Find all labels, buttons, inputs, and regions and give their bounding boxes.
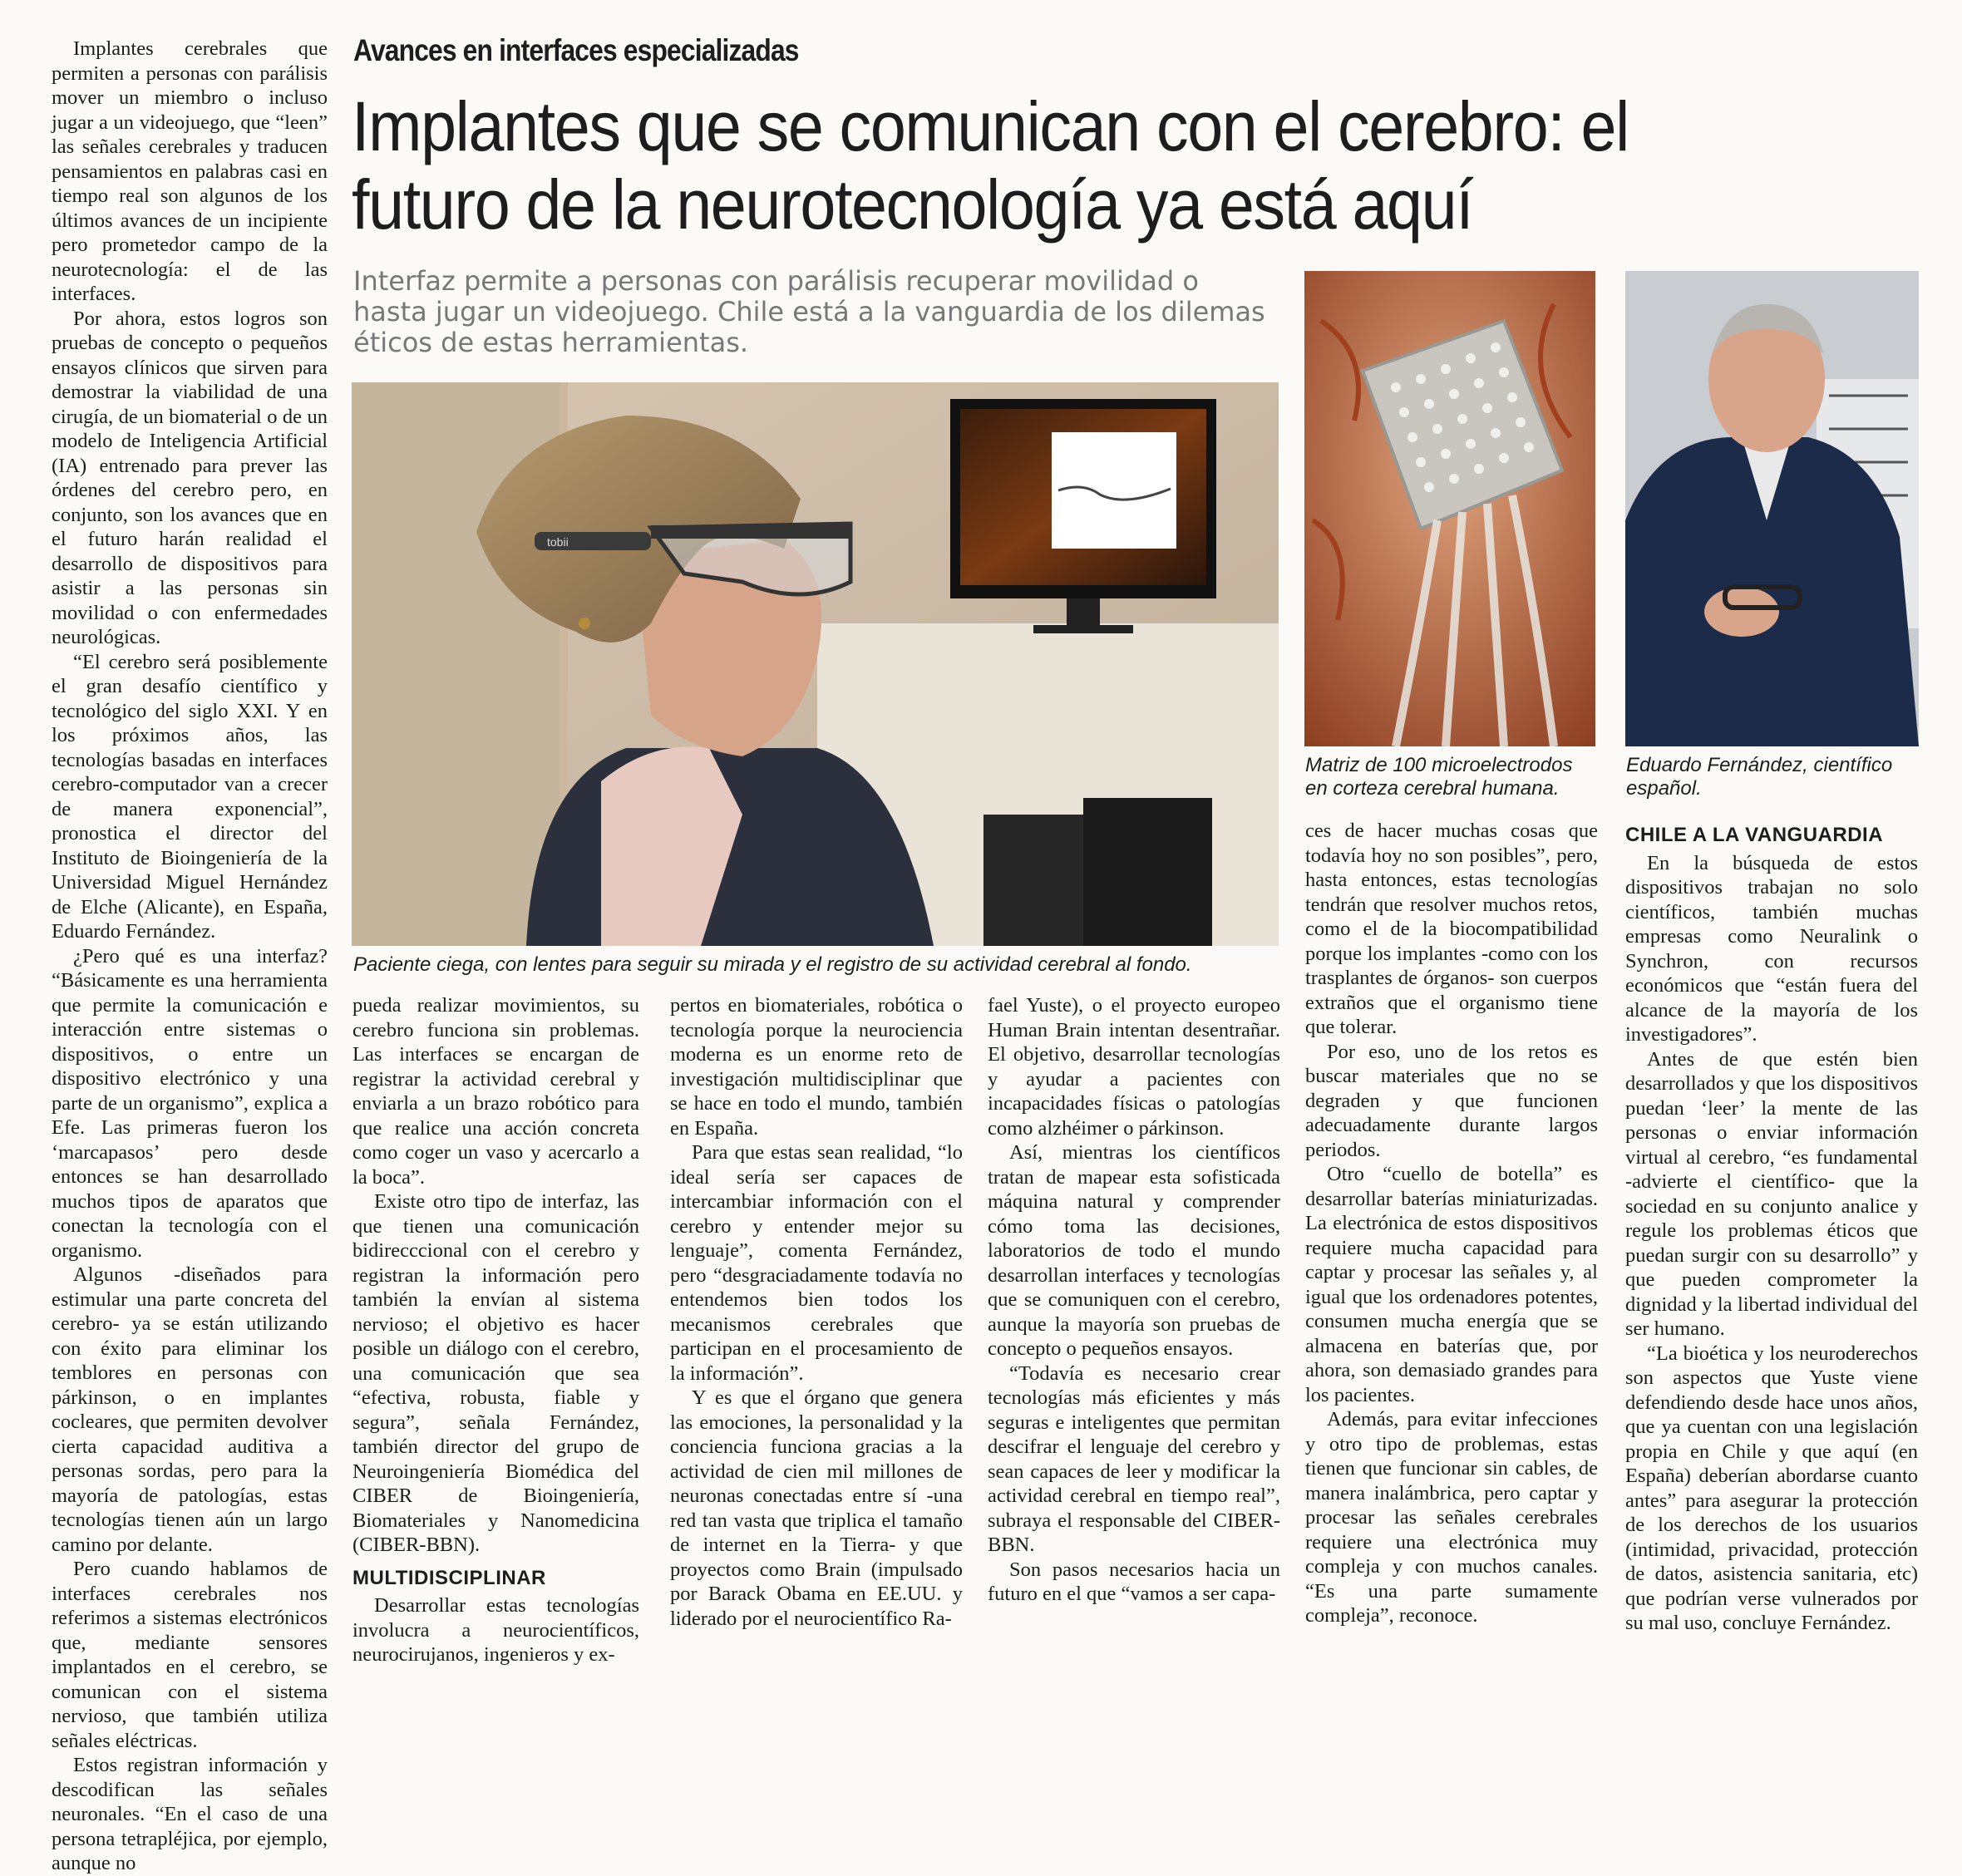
patient-illustration (352, 382, 1279, 946)
article-headline: Implantes que se comunican con el cerebro: el futuro de la neurotecnología ya está aquí (352, 87, 1629, 244)
main-photo-caption: Paciente ciega, con lentes para seguir su mirada y el registro de su actividad cerebral al fondo. (353, 953, 1192, 976)
electrode-array-photo (1304, 271, 1595, 746)
paragraph: Implantes cerebrales que permiten a personas con parálisis mover un miembro o incluso jugar a un videojuego, que “leen” las señales cerebrales y traducen pensamientos en palabras casi en tiempo real son algunos de los últimos avances de un incipiente pero prometedor campo de la neurotecnología: el de las interfaces. (52, 37, 328, 305)
paragraph: Existe otro tipo de interfaz, las que tienen una comunicación bidirecccional con el cerebro y registran la información pero también la envían al sistema nervioso; el objetivo es hacer posible un diálogo con el cerebro, una comunicación que sea “efectiva, robusta, fiable y segura”, señala Fernández, también director del grupo de Neuroingeniería Biomédica del CIBER de Bioingeniería, Biomateriales y Nanomedicina (CIBER-BBN). (352, 1190, 639, 1556)
portrait-illustration (1625, 271, 1919, 746)
paragraph: ¿Pero qué es una interfaz? “Básicamente es una herramienta que permite la comunicación e interacción entre sistemas o dispositivos, o entre un dispositivo electrónico y una parte de un organismo”, explica a Efe. Las primeras fueron los ‘marcapasos’ pero desde entonces se han desarrollado muchos tipos de aparatos que conectan la tecnología con el organismo. (52, 944, 328, 1262)
article-deck: Interfaz permite a personas con parálisis recuperar movilidad o hasta jugar un videojuego. Chile está a la vanguardia de los dilemas éticos de estas herramientas. (353, 265, 1265, 358)
paragraph: Antes de que estén bien desarrollados y que los dispositivos puedan ‘leer’ la mente de las personas o enviar información virtual al cerebro, “es fundamental -advierte el científico- que la sociedad en su conjunto analice y regule los problemas éticos que puedan surgir con su desarrollo” y que pueden comprometer la dignidad y la libertad individual del ser humano. (1625, 1047, 1918, 1340)
text-column-1 (52, 37, 328, 1876)
paragraph: Estos registran información y descodifican las señales neuronales. “En el caso de una persona tetrapléjica, por ejemplo, aunque no (52, 1754, 328, 1874)
electrode-illustration (1304, 271, 1595, 746)
chile-subhead: CHILE A LA VANGUARDIA (1625, 824, 1884, 846)
electrode-photo-caption: Matriz de 100 microelectrodos en corteza cerebral humana. (1305, 754, 1573, 800)
paragraph: Por eso, uno de los retos es buscar materiales que no se degraden y que funcionen adecuadamente durante largos periodos. (1305, 1040, 1598, 1161)
paragraph: Así, mientras los científicos tratan de mapear esta sofisticada máquina natural y comprender cómo toma las decisiones, laboratorios de todo el mundo desarrollan interfaces y tecnologías que se comuniquen con el cerebro, aunque la mayoría son pruebas de concepto o pequeños ensayos. (988, 1141, 1280, 1360)
paragraph: Otro “cuello de botella” es desarrollar baterías miniaturizadas. La electrónica de estos dispositivos requiere mucha capacidad para captar y procesar las señales y, al igual que los ordenadores potentes, consumen mucha energía que se almacena en baterías que, por ahora, son demasiado grandes para los pacientes. (1305, 1163, 1598, 1406)
paragraph: Para que estas sean realidad, “lo ideal sería ser capaces de intercambiar información con el cerebro y entender mejor su lenguaje”, comenta Fernández, pero “desgraciadamente todavía no entendemos bien todos los mecanismos cerebrales que participan en el procesamiento de la información”. (670, 1141, 963, 1385)
article-kicker: Avances en interfaces especializadas (353, 33, 799, 67)
text-column-3 (670, 993, 963, 1631)
text-column-6 (1625, 823, 1918, 1636)
main-photo-patient (352, 382, 1279, 946)
paragraph: fael Yuste), o el proyecto europeo Human Brain intentan desentrañar. El objetivo, desarrollar tecnologías y ayudar a pacientes con incapacidades físicas o patologías como alzhéimer o párkinson. (988, 994, 1280, 1140)
paragraph: Por ahora, estos logros son pruebas de concepto o pequeños ensayos clínicos que sirven para demostrar la viabilidad de una cirugía, de un biomaterial o de un modelo de Inteligencia Artificial (IA) entrenado para prever las órdenes del cerebro pero, en conjunto, son los avances que en el futuro harán realidad el desarrollo de dispositivos para asistir a las personas sin movilidad o con enfermedades neurológicas. (52, 307, 328, 648)
paragraph: En la búsqueda de estos dispositivos trabajan no solo científicos, también muchas empresas como Neuralink o Synchron, con recursos económicos que “están fuera del alcance de la mayoría de los investigadores”. (1625, 851, 1918, 1046)
multidisciplinar-subhead: MULTIDISCIPLINAR (352, 1566, 546, 1589)
paragraph: Además, para evitar infecciones y otro tipo de problemas, estas tienen que funcionar sin cables, de manera inalámbrica, pero captar y procesar las señales cerebrales requiere una electrónica muy compleja y con muchos canales. “Es una parte sumamente compleja”, reconoce. (1305, 1408, 1598, 1627)
paragraph: Desarrollar estas tecnologías involucra a neurocientíficos, neurocirujanos, ingenieros y ex- (352, 1594, 639, 1666)
paragraph: “La bioética y los neuroderechos son aspectos que Yuste viene defendiendo desde hace unos años, que ya cuentan con una legislación propia en Chile y que aquí (en España) deberían abordarse cuanto antes” para asegurar la protección de los derechos de los usuarios (intimidad, privacidad, protección de datos, asistencia sanitaria, etc) que podrían verse vulnerados por su mal uso, concluye Fernández. (1625, 1342, 1918, 1634)
portrait-photo-fernandez (1625, 271, 1919, 746)
text-column-2 (352, 993, 639, 1667)
paragraph: “Todavía es necesario crear tecnologías más eficientes y más seguras e inteligentes que permitan descifrar el lenguaje del cerebro y sean capaces de leer y modificar la actividad cerebral en tiempo real”, subraya el responsable del CIBER-BBN. (988, 1361, 1280, 1556)
paragraph: ces de hacer muchas cosas que todavía hoy no son posibles”, pero, hasta entonces, estas tecnologías tendrán que resolver muchos retos, como el de la biocompatibilidad porque los implantes -como con los trasplantes de órganos- son cuerpos extraños que el organismo tiene que tolerar. (1305, 820, 1598, 1038)
paragraph: Son pasos necesarios hacia un futuro en el que “vamos a ser capa- (988, 1558, 1280, 1605)
paragraph: Pero cuando hablamos de interfaces cerebrales nos referimos a sistemas electrónicos que, mediante sensores implantados en el cerebro, se comunican con el sistema nervioso, que también utiliza señales eléctricas. (52, 1558, 328, 1752)
text-column-4 (988, 993, 1280, 1607)
paragraph: “El cerebro será posiblemente el gran desafío científico y tecnológico del siglo XXI. Y en los próximos años, las tecnologías basadas en interfaces cerebro-computador van a crecer de manera exponencial”, pronostica el director del Instituto de Bioingeniería de la Universidad Miguel Hernández de Elche (Alicante), en España, Eduardo Fernández. (52, 650, 328, 943)
portrait-photo-caption: Eduardo Fernández, científico español. (1626, 754, 1893, 800)
paragraph: pueda realizar movimientos, su cerebro funciona sin problemas. Las interfaces se encargan de registrar la actividad cerebral y enviarla a un brazo robótico para que realice una acción concreta como coger un vaso y acercarlo a la boca”. (352, 994, 639, 1189)
paragraph: Y es que el órgano que genera las emociones, la personalidad y la conciencia funciona gracias a la actividad de cien mil millones de neuronas conectadas entre sí -una red tan vasta que triplica el tamaño de internet en la Tierra- y que proyectos como Brain (impulsado por Barack Obama en EE.UU. y liderado por el neurocientífico Ra- (670, 1386, 963, 1630)
paragraph: pertos en biomateriales, robótica o tecnología porque la neurociencia moderna es un enorme reto de investigación multidisciplinar que se hace en todo el mundo, también en España. (670, 994, 963, 1140)
text-column-5 (1305, 819, 1598, 1628)
glasses-brand-label: tobii (547, 535, 569, 549)
paragraph: Algunos -diseñados para estimular una parte concreta del cerebro- ya se están utilizando con éxito para eliminar los temblores en personas con párkinson, o en implantes cocleares, que permiten devolver cierta capacidad auditiva a personas sordas, pero para la mayoría de patologías, estas tecnologías tienen aún un largo camino por delante. (52, 1263, 328, 1556)
